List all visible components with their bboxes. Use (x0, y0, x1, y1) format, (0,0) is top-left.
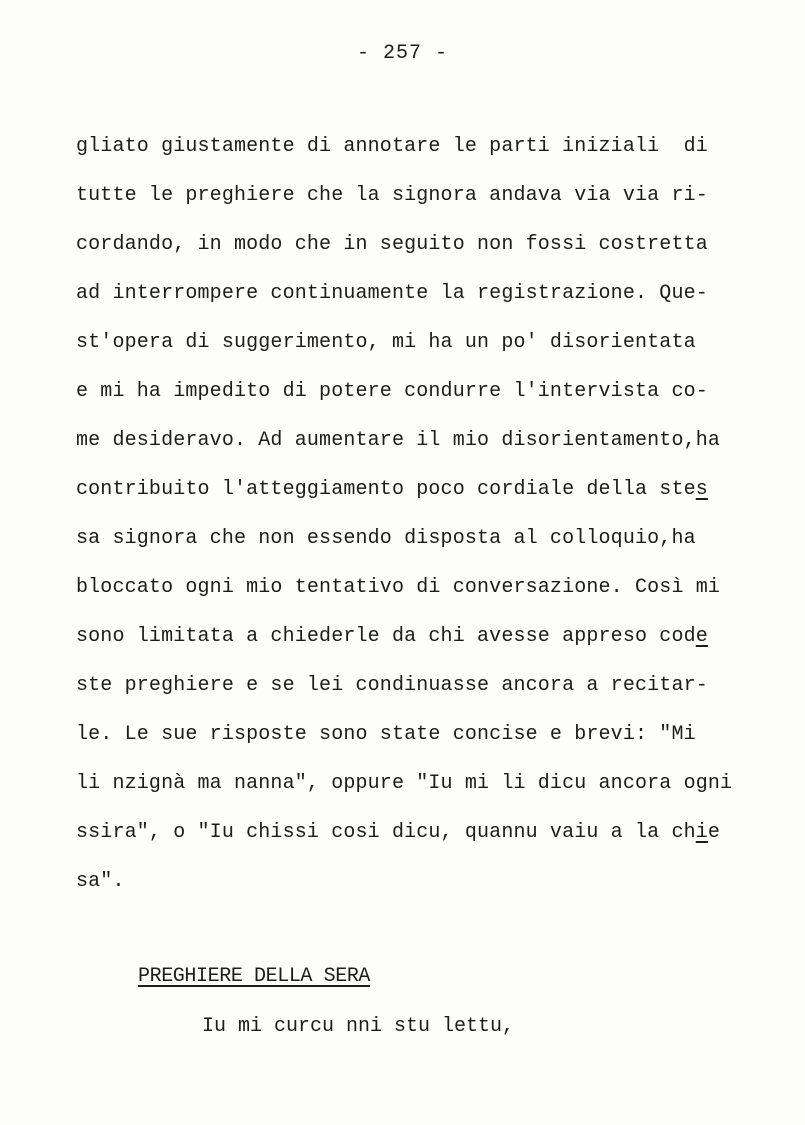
text-line: ssira", o "Iu chissi cosi dicu, quannu vaiu a la chie (76, 821, 721, 844)
verse-line: Iu mi curcu nni stu lettu, (202, 1015, 515, 1038)
text-line: me desideravo. Ad aumentare il mio disorientamento,ha (76, 429, 721, 452)
text-line: gliato giustamente di annotare le parti iniziali di (76, 135, 708, 158)
text-line: contribuito l'atteggiamento poco cordiale della stes (76, 478, 708, 501)
text-line: cordando, in modo che in seguito non fossi costretta (76, 233, 708, 256)
text-line: bloccato ogni mio tentativo di conversazione. Così mi (76, 576, 721, 599)
text-line: ad interrompere continuamente la registrazione. Que- (76, 282, 708, 305)
underlined-letter: e (695, 625, 708, 648)
text-line: sono limitata a chiederle da chi avesse appreso code (76, 625, 708, 648)
text-line: le. Le sue risposte sono state concise e brevi: "Mi (76, 723, 696, 746)
underlined-letter: s (695, 478, 708, 501)
page-number: - 257 - (356, 42, 448, 65)
text-line: e mi ha impedito di potere condurre l'intervista co- (76, 380, 708, 403)
section-heading: PREGHIERE DELLA SERA (138, 965, 371, 988)
text-line: st'opera di suggerimento, mi ha un po' disorientata (76, 331, 696, 354)
body-text (76, 122, 766, 906)
text-line: sa". (76, 870, 125, 893)
text-line: tutte le preghiere che la signora andava via via ri- (76, 184, 708, 207)
underlined-letter: i (695, 821, 708, 844)
text-line: ste preghiere e se lei condinuasse ancora a recitar- (76, 674, 708, 697)
text-line: li nzignà ma nanna", oppure "Iu mi li dicu ancora ogni (76, 772, 733, 795)
text-line: sa signora che non essendo disposta al colloquio,ha (76, 527, 696, 550)
